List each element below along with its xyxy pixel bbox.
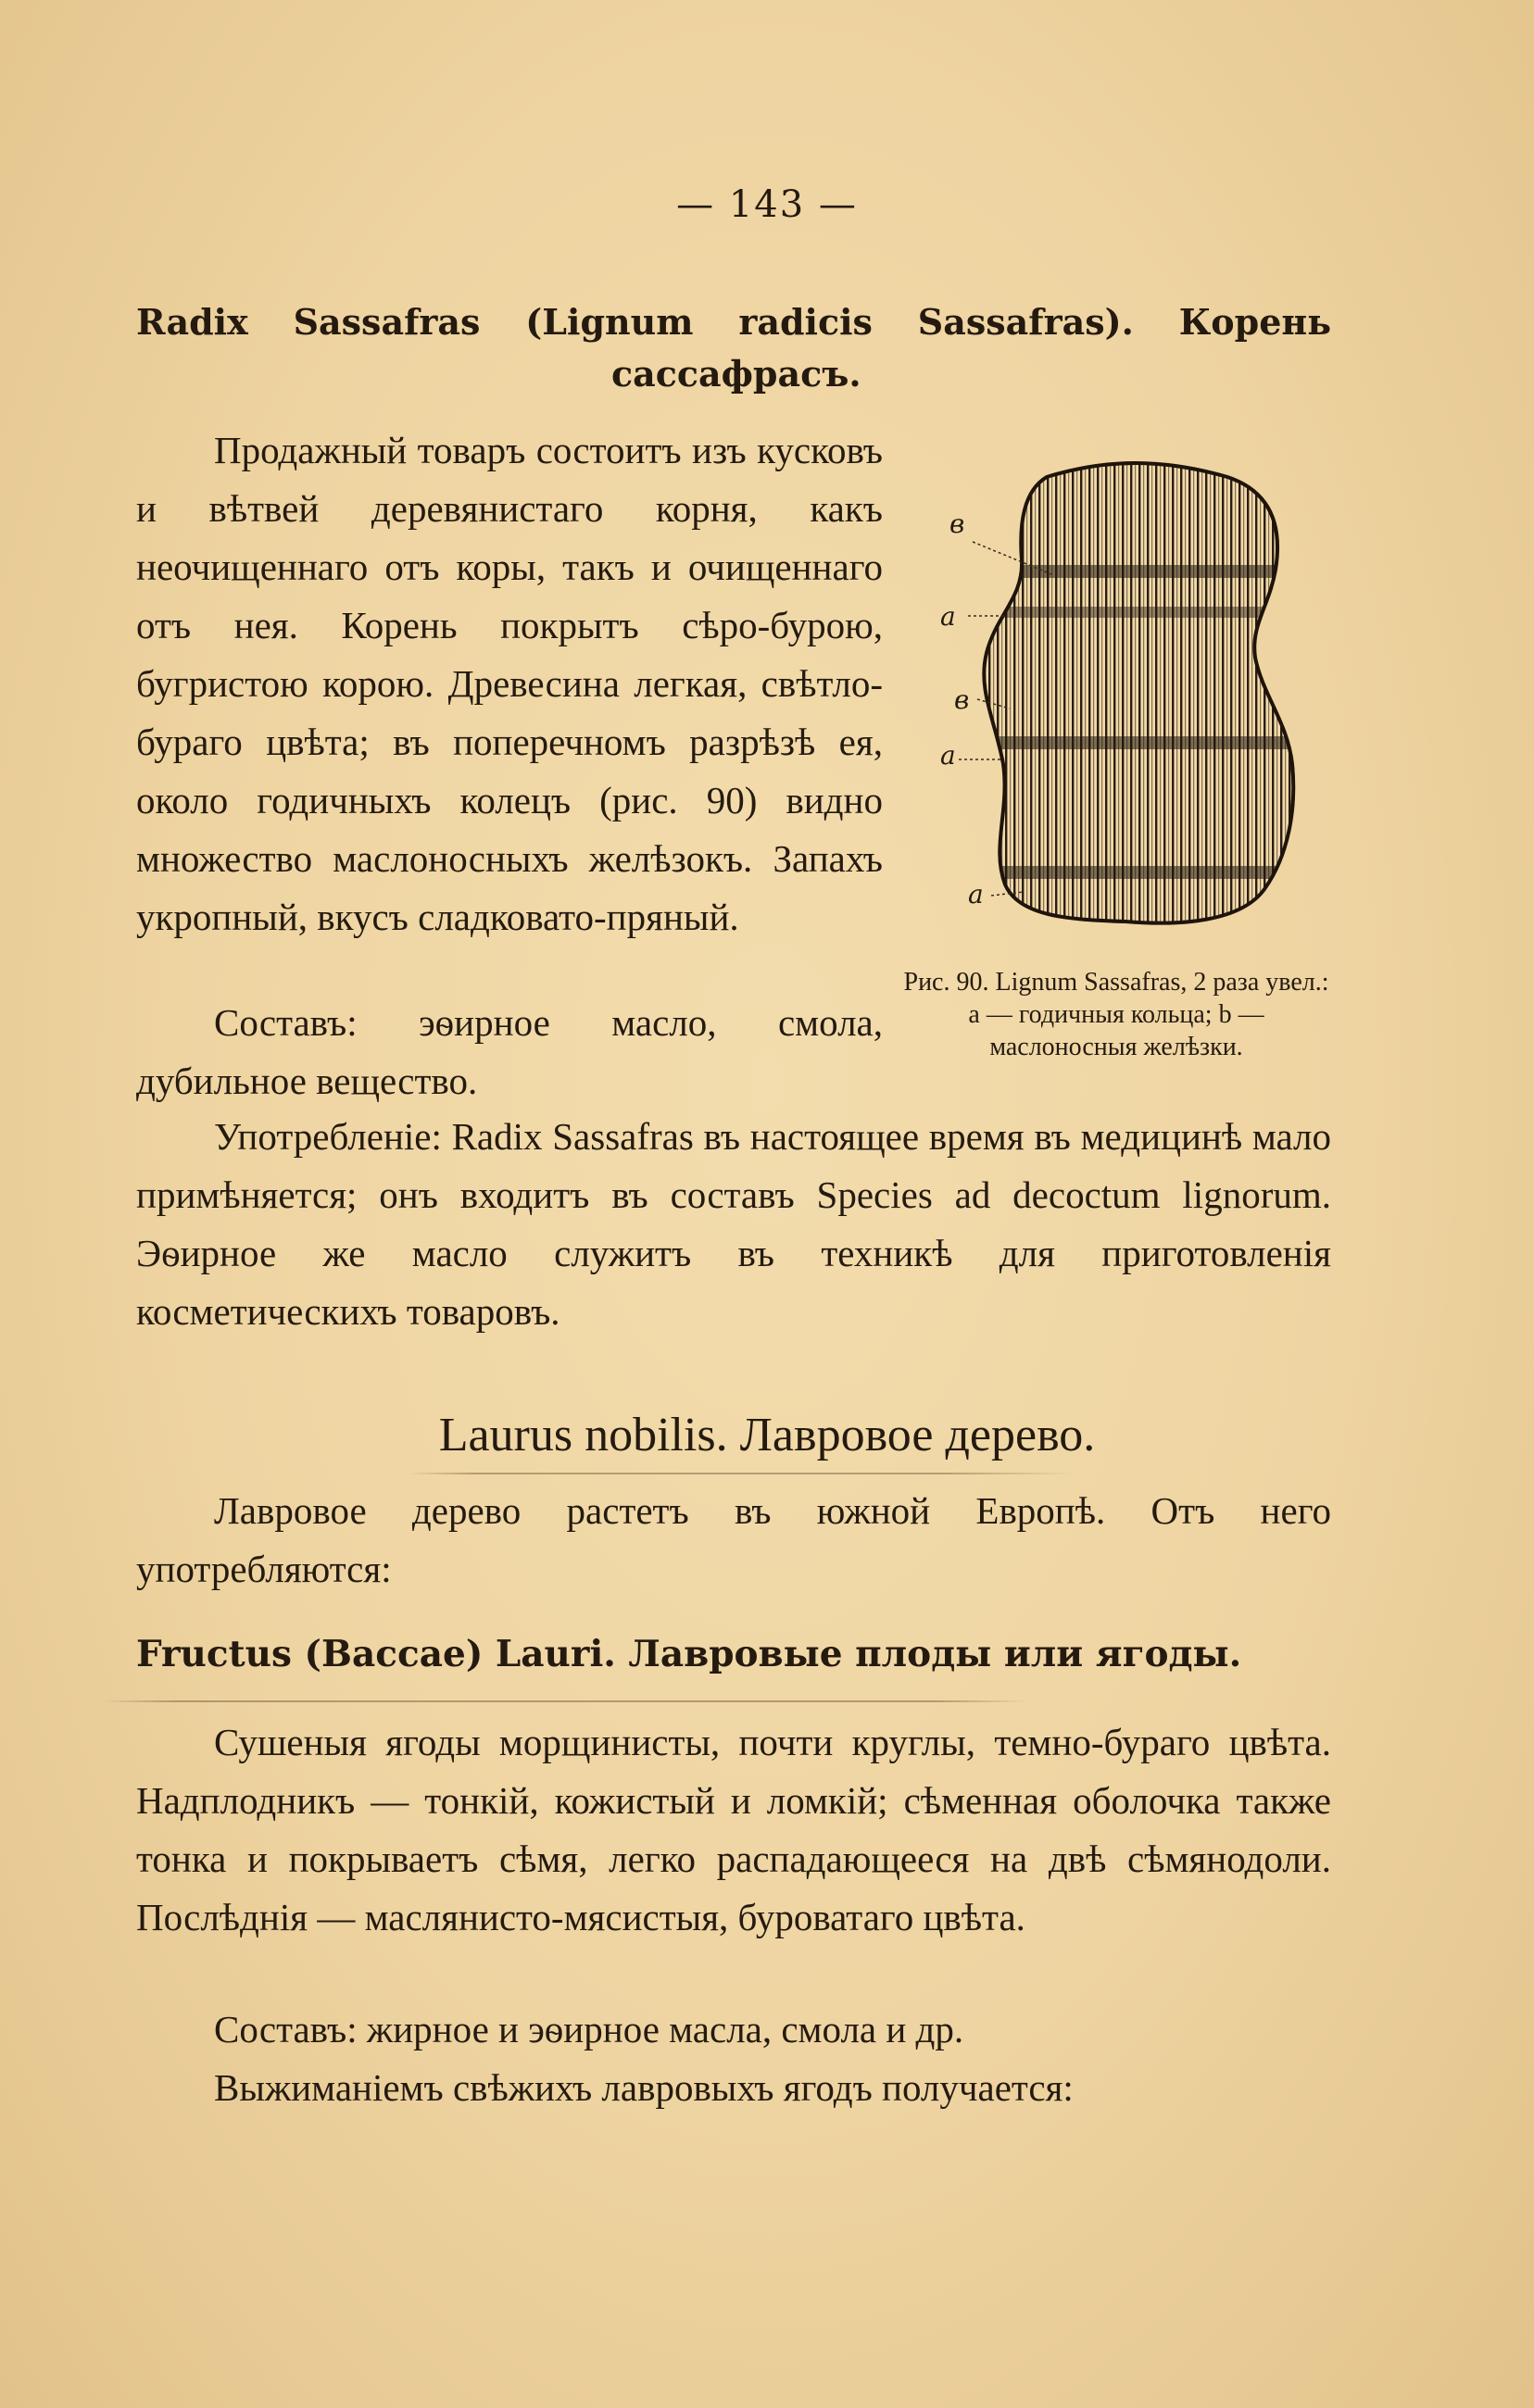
section-heading-laurus-nobilis: Laurus nobilis. Лавровое дерево. <box>438 1409 1096 1461</box>
figure-label-a-1: а <box>940 601 956 632</box>
figure-label-a-3: а <box>968 879 984 909</box>
figure-labels <box>940 508 984 909</box>
section-heading-radix-sassafras: Radix Sassafras (Lignum radicis Sassafras). Корень <box>136 301 1331 343</box>
paragraph-description: Продажный товаръ состоитъ изъ кусковъ и вѣтвей деревянистаго корня, какъ неочищеннаго отъ коры, такъ и очищеннаго отъ нея. Корень покрытъ сѣро-бурою, бугристою корою. Древесина легкая, свѣтло-бураго цвѣта; въ поперечномъ разрѣзѣ ея, около годичныхъ колецъ (рис. 90) видно множество маслоносныхъ желѣзокъ. Запахъ укропный, вкусъ сладковато-пряный. <box>136 429 883 938</box>
paragraph-berries-composition: Составъ: жирное и эѳирное масла, смола и др. <box>214 2008 964 2051</box>
paragraph-usage: Употребленіе: Radix Sassafras въ настоящее время въ медицинѣ мало примѣняется; онъ входитъ въ составъ Species ad decoctum lignorum. Эѳирное же масло служитъ въ техникѣ для приготовленія косметическихъ товаровъ. <box>136 1115 1331 1333</box>
figure-label-a-2: а <box>940 740 956 771</box>
paragraph-berries-extraction: Выжиманіемъ свѣжихъ лавровыхъ ягодъ получается: <box>214 2066 1074 2109</box>
heading-underline <box>408 1473 1075 1474</box>
paragraph-laurus: Лавровое дерево растетъ въ южной Европѣ. Отъ него употребляются: <box>136 1489 1331 1590</box>
section-heading-fructus-lauri: Fructus (Baccae) Lauri. Лавровые плоды или ягоды. <box>136 1633 1242 1675</box>
figure-label-b-middle: в <box>954 684 970 715</box>
page-number: — 143 — <box>676 183 858 226</box>
paragraph-berries-description: Сушеныя ягоды морщинисты, почти круглы, темно-бураго цвѣта. Надплодникъ — тонкій, кожистый и ломкій; сѣменная оболочка также тонка и покрываетъ сѣмя, легко распадающееся на двѣ сѣмянодоли. Послѣднія — маслянисто-мясистыя, буроватаго цвѣта. <box>136 1721 1331 1938</box>
section-heading-radix-sassafras-cont: сассафрасъ. <box>611 353 861 395</box>
figure-caption: Рис. 90. Lignum Sassafras, 2 раза увел.: а — годичныя кольца; b — маслоносныя желѣзки. <box>903 968 1329 1061</box>
heading-underline <box>102 1700 1028 1702</box>
paragraph-composition: Составъ: эѳирное масло, смола, дубильное вещество. <box>136 1001 883 1102</box>
figure-label-b-top: в <box>949 508 965 539</box>
figure-90-wood-cross-section <box>922 458 1334 940</box>
